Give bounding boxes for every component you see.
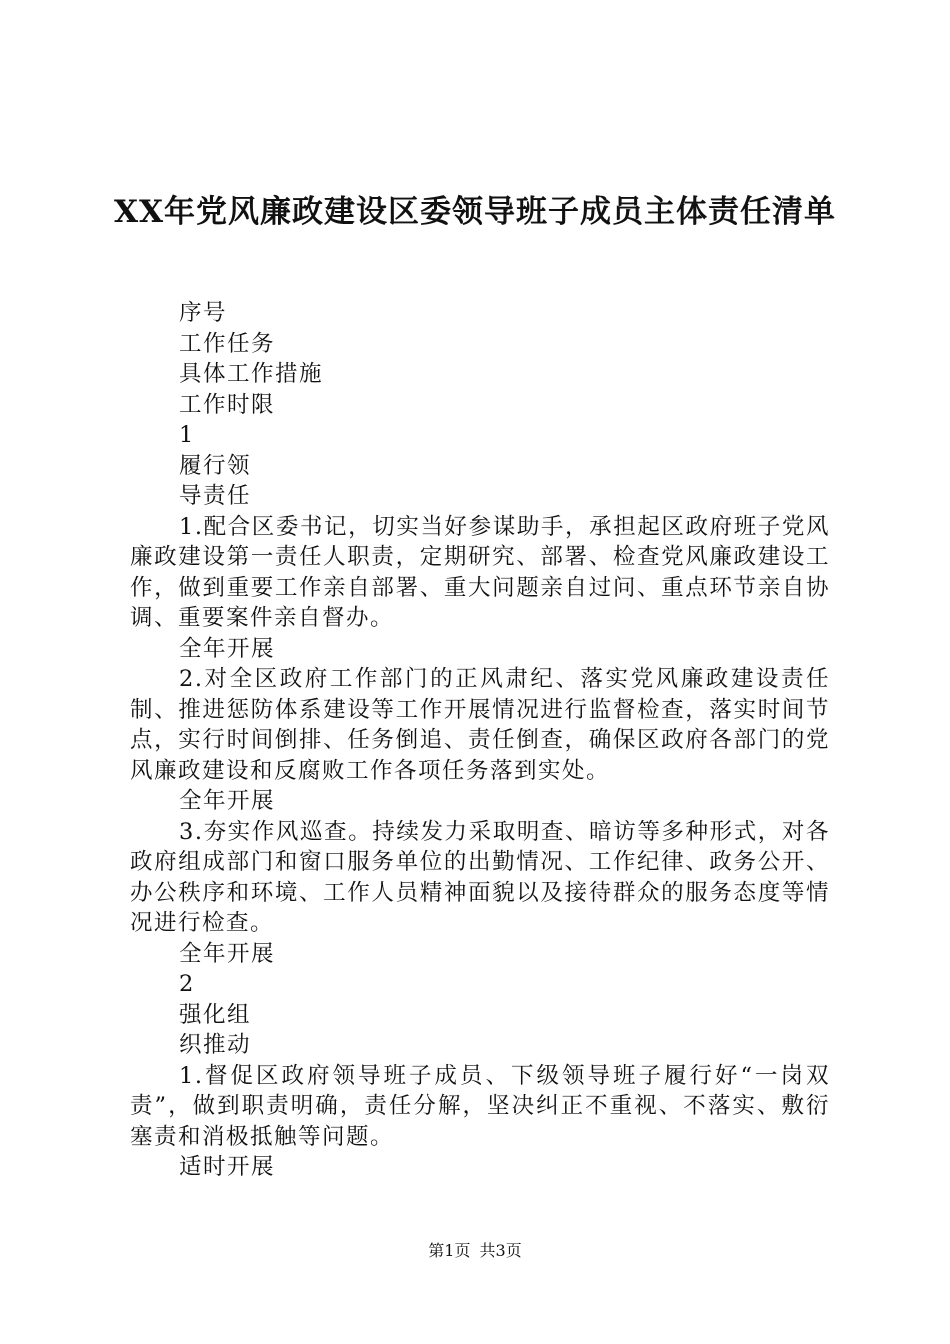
page-number-footer: 第1页 共3页 [428,1241,522,1260]
measure-paragraph: 1.配合区委书记，切实当好参谋助手，承担起区政府班子党风廉政建设第一责任人职责，定期研究、部署、检查党风廉政建设工作，做到重要工作亲自部署、重大问题亲自过问、重点环节亲自协调、重要案件亲自督办。 [130,513,830,631]
measure-deadline: 全年开展 [179,635,276,662]
measure-deadline: 全年开展 [179,940,276,967]
section-task-line: 履行领 [179,452,252,479]
header-work-measures: 具体工作措施 [179,361,324,387]
measure-paragraph: 1.督促区政府领导班子成员、下级领导班子履行好“一岗双责”，做到职责明确，责任分解，坚决纠正不重视、不落实、敷衍塞责和消极抵触等问题。 [130,1062,830,1150]
section-task-line: 织推动 [179,1032,252,1058]
header-deadline: 工作时限 [179,391,276,418]
measure-paragraph: 3.夯实作风巡查。持续发力采取明查、暗访等多种形式，对各政府组成部门和窗口服务单位的出勤情况、工作纪律、政务公开、办公秩序和环境、工作人员精神面貌以及接待群众的服务态度等情况进行检查。 [130,818,830,936]
section-task-line: 强化组 [179,1001,252,1028]
section-number: 2 [179,971,195,997]
header-serial-number: 序号 [179,300,228,326]
measure-deadline: 适时开展 [179,1154,276,1180]
document-body [130,298,830,1183]
section-number: 1 [179,422,195,448]
section-task-line: 导责任 [179,483,252,509]
document-title: XX年党风廉政建设区委领导班子成员主体责任清单 [113,194,837,230]
measure-paragraph: 2.对全区政府工作部门的正风肃纪、落实党风廉政建设责任制、推进惩防体系建设等工作开展情况进行监督检查，落实时间节点，实行时间倒排、任务倒追、责任倒查，确保区政府各部门的党风廉政建设和反腐败工作各项任务落到实处。 [130,666,830,784]
header-work-task: 工作任务 [179,330,276,357]
measure-deadline: 全年开展 [179,788,276,814]
